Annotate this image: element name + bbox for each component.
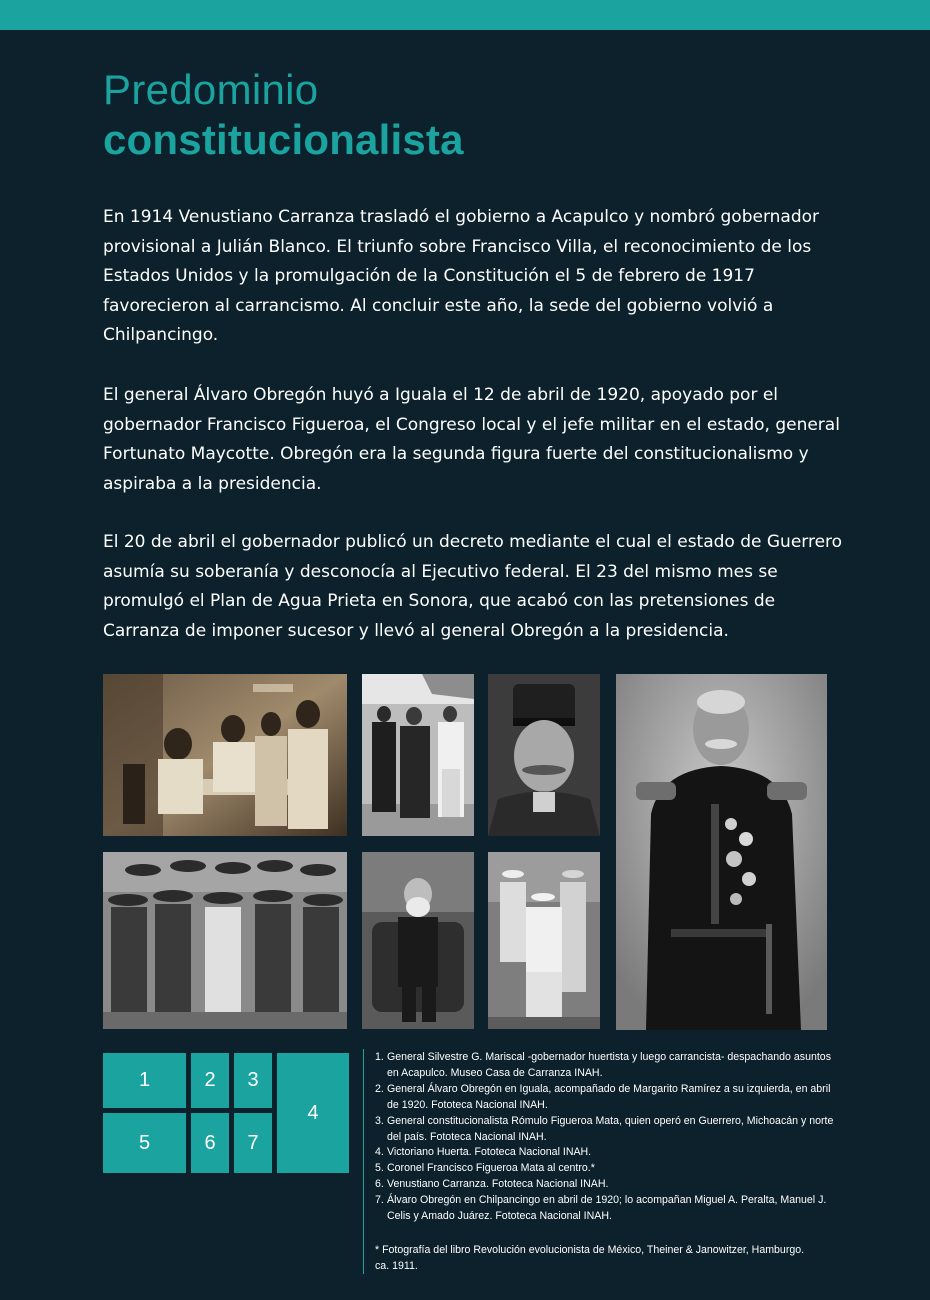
page-title-line2: constitucionalista [103, 116, 464, 163]
photo-key-6: 6 [191, 1113, 229, 1173]
photo-key-3: 3 [234, 1053, 272, 1108]
top-accent-bar [0, 0, 930, 30]
body-paragraph-2: El general Álvaro Obregón huyó a Iguala el 12 de abril de 1920, apoyado por el gobernador Francisco Figueroa, el Congreso local y el jefe militar en el estado, general Fortunato Maycotte. Obregón era la segunda figura fuerte del constitucionalismo y aspiraba a la presidencia. [103, 385, 840, 494]
caption-text: Coronel Francisco Figueroa Mata al centro.* [387, 1162, 595, 1175]
photo-francisco-figueroa-group [103, 852, 347, 1029]
caption-number: 2. [375, 1082, 384, 1095]
caption-item [375, 1082, 835, 1114]
body-paragraph-1: En 1914 Venustiano Carranza trasladó el gobierno a Acapulco y nombró gobernador provisional a Julián Blanco. El triunfo sobre Francisco Villa, el reconocimiento de los Estados Unidos y la promulgación de la Constitución el 5 de febrero de 1917 favorecieron al carrancismo. Al concluir este año, la sede del gobierno volvió a Chilpancingo. [103, 207, 820, 346]
photo-obregon-iguala [362, 674, 474, 836]
caption-item [375, 1177, 835, 1193]
photo-key-4: 4 [277, 1053, 349, 1173]
caption-text: General Álvaro Obregón en Iguala, acompañado de Margarito Ramírez a su izquierda, en abril de 1920. Fototeca Nacional INAH. [387, 1082, 831, 1111]
caption-item [375, 1193, 835, 1225]
caption-item [375, 1161, 835, 1177]
photo-key-7: 7 [234, 1113, 272, 1173]
caption-text: General Silvestre G. Mariscal -gobernador huertista y luego carrancista- despachando asuntos en Acapulco. Museo Casa de Carranza INAH. [387, 1051, 831, 1079]
photo-venustiano-carranza [362, 852, 474, 1029]
photo-key-2: 2 [191, 1053, 229, 1108]
caption-number: 6. [375, 1178, 384, 1191]
caption-number: 4. [375, 1146, 384, 1159]
photo-victoriano-huerta [616, 674, 827, 1030]
caption-divider [363, 1049, 364, 1274]
caption-item [375, 1114, 835, 1146]
caption-text: Venustiano Carranza. Fototeca Nacional INAH. [387, 1178, 609, 1191]
footnote: * Fotografía del libro Revolución evolucionista de México, Theiner & Janowitzer, Hamburgo. ca. 1911. [375, 1244, 805, 1272]
caption-number: 5. [375, 1162, 384, 1175]
body-paragraph-3: El 20 de abril el gobernador publicó un decreto mediante el cual el estado de Guerrero asumía su soberanía y desconocía al Ejecutivo federal. El 23 del mismo mes se promulgó el Plan de Agua Prieta en Sonora, que acabó con las pretensiones de Carranza de imponer sucesor y llevó al general Obregón a la presidencia. [103, 532, 843, 641]
photo-key-5: 5 [103, 1113, 186, 1173]
caption-number: 1. [375, 1051, 384, 1063]
caption-text: Álvaro Obregón en Chilpancingo en abril de 1920; lo acompañan Miguel A. Peralta, Manuel J. Celis y Amado Juárez. Fototeca Nacional INAH. [387, 1194, 827, 1223]
caption-item [375, 1145, 835, 1161]
caption-number: 7. [375, 1194, 384, 1207]
caption-list [375, 1050, 835, 1225]
photo-romulo-figueroa [488, 674, 600, 836]
photo-mariscal-office [103, 674, 347, 836]
caption-text: Victoriano Huerta. Fototeca Nacional INAH. [387, 1146, 592, 1159]
page-title-line1: Predominio [103, 66, 319, 113]
photo-obregon-chilpancingo [488, 852, 600, 1029]
photo-key-1: 1 [103, 1053, 186, 1108]
caption-item [375, 1050, 835, 1082]
caption-number: 3. [375, 1114, 384, 1127]
caption-text: General constitucionalista Rómulo Figueroa Mata, quien operó en Guerrero, Michoacán y norte del país. Fototeca Nacional INAH. [387, 1114, 834, 1143]
